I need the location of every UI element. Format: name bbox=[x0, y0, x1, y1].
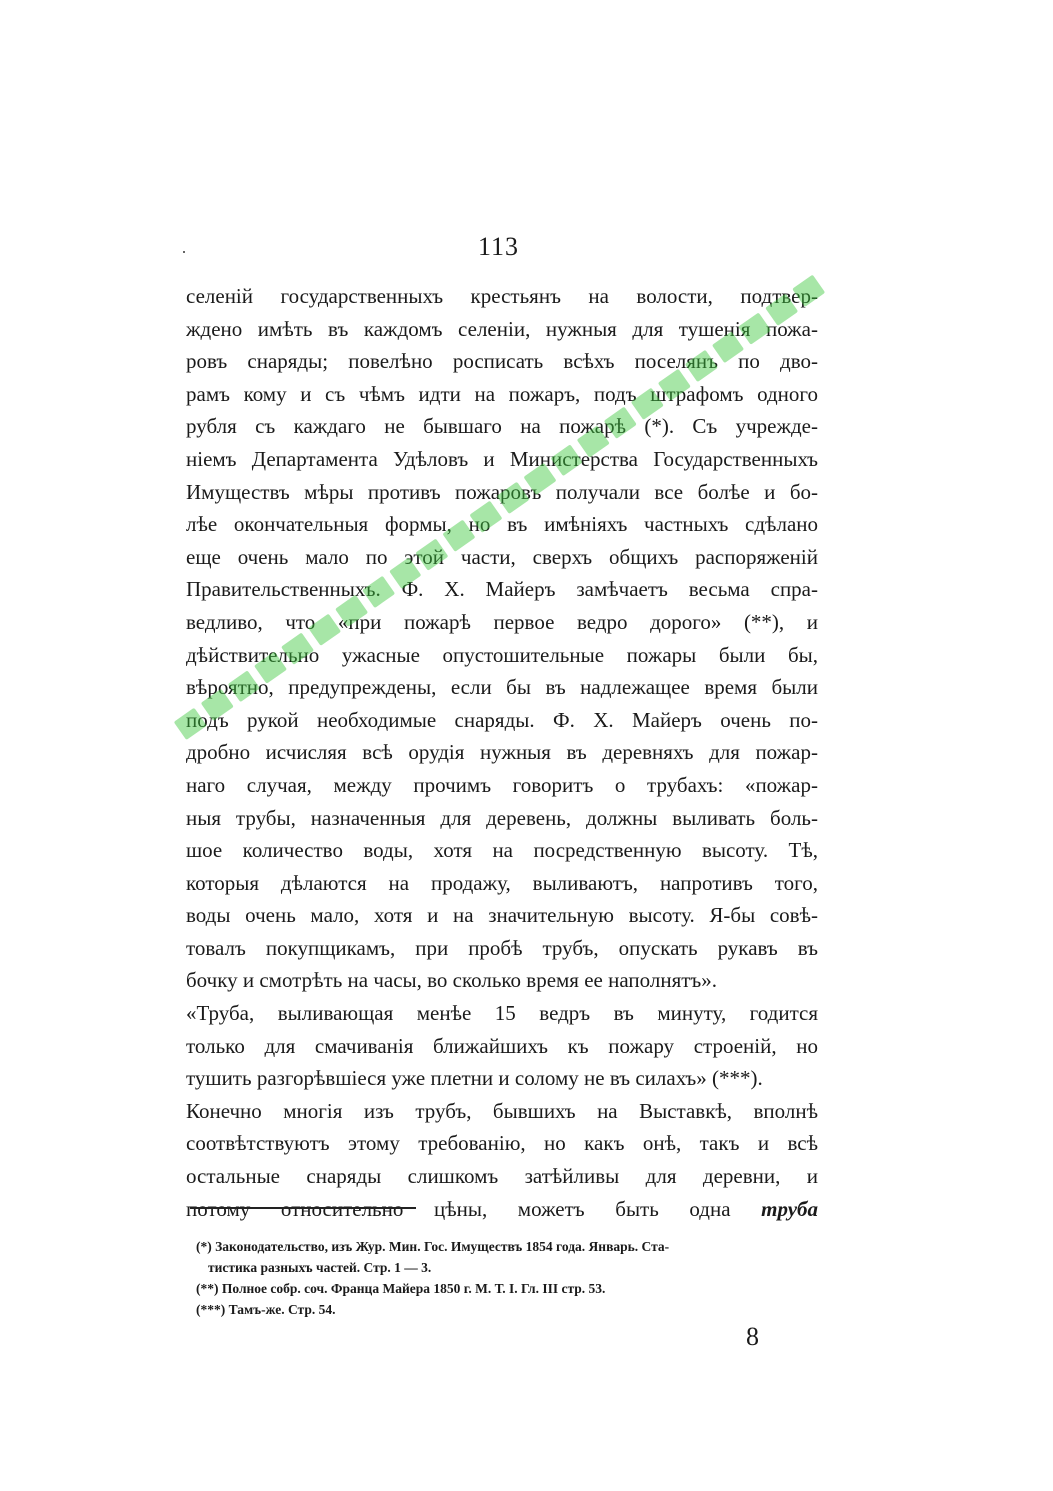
text-line: Имуществъ мѣры противъ пожаровъ получали все болѣе и бо- bbox=[186, 479, 818, 504]
text-line: ждено имѣть въ каждомъ селенiи, нужныя для тушенiя пожа- bbox=[186, 316, 818, 341]
text-line: Конечно многiя изъ трубъ, бывшихъ на Выставкѣ, вполнѣ bbox=[186, 1098, 818, 1123]
page-speck bbox=[183, 251, 185, 253]
text-line: селенiй государственныхъ крестьянъ на волости, подтвер- bbox=[186, 284, 818, 308]
text-line: вѣроятно, предупреждены, если бы въ надлежащее время были bbox=[186, 675, 818, 700]
text-line-content: потому относительно цѣны, можетъ быть одна bbox=[186, 1196, 731, 1221]
text-line: рамъ кому и съ чѣмъ идти на пожаръ, подъ штрафомъ одного bbox=[186, 381, 818, 406]
text-line: лѣе окончательныя формы, но въ имѣнiяхъ частныхъ сдѣлано bbox=[186, 512, 818, 537]
text-line: шое количество воды, хотя на посредственную высоту. Тѣ, bbox=[186, 838, 818, 863]
footnote-1: (*) Законодательство, изъ Жур. Мин. Гос. Имуществъ 1854 года. Январь. Ста- bbox=[196, 1239, 670, 1254]
text-line: наго случая, между прочимъ говоритъ о трубахъ: «пожар- bbox=[186, 772, 818, 797]
text-line: нiемъ Департамента Удѣловъ и Министерства Государственныхъ bbox=[186, 446, 818, 471]
text-line: ровъ снаряды; повелѣно росписать всѣхъ поселянъ по дво- bbox=[186, 349, 818, 374]
text-line: еще очень мало по этой части, сверхъ общихъ распоряженiй bbox=[186, 544, 818, 569]
signature-mark: 8 bbox=[746, 1322, 759, 1351]
text-line: товалъ покупщикамъ, при пробѣ трубъ, опускать рукавъ въ bbox=[186, 935, 818, 960]
text-line: бочку и смотрѣть на часы, во сколько время ее наполнятъ». bbox=[186, 968, 718, 993]
text-line: которыя дѣлаются на продажу, выливаютъ, напротивъ того, bbox=[186, 870, 818, 895]
footnote-rule bbox=[190, 1207, 416, 1209]
text-line: дробно исчисляя всѣ орудiя нужныя въ деревняхъ для пожар- bbox=[186, 740, 818, 765]
text-line: Правительственныхъ. Ф. Х. Майеръ замѣчаетъ весьма спра- bbox=[186, 577, 818, 602]
text-line: ныя трубы, назначенныя для деревень, должны выливать боль- bbox=[186, 805, 818, 830]
main-text bbox=[186, 280, 818, 1225]
text-line: остальные снаряды слишкомъ затѣйливы для деревни, и bbox=[186, 1164, 818, 1189]
text-line: воды очень мало, хотя и на значительную высоту. Я-бы совѣ- bbox=[186, 903, 818, 928]
footnotes bbox=[196, 1236, 796, 1320]
catchword: труба bbox=[761, 1196, 818, 1221]
text-line: дѣйствительно ужасные опустошительные пожары были бы, bbox=[186, 642, 818, 667]
text-line: «Труба, выливающая менѣе 15 ведръ въ минуту, годится bbox=[186, 1001, 818, 1026]
page-number: 113 bbox=[478, 232, 520, 261]
footnote-3: (***) Тамъ-же. Стр. 54. bbox=[196, 1302, 336, 1317]
text-line: тушить разгорѣвшiеся уже плетни и солому не въ силахъ» (***). bbox=[186, 1066, 763, 1091]
text-line: рубля съ каждаго не бывшаго на пожарѣ (*). Съ учрежде- bbox=[186, 414, 818, 439]
text-line: соотвѣтствуютъ этому требованiю, но какъ онѣ, такъ и всѣ bbox=[186, 1131, 818, 1156]
text-line: ведливо, что «при пожарѣ первое ведро дорого» (**), и bbox=[186, 609, 818, 634]
footnote-1-continued: тистика разныхъ частей. Стр. 1 — 3. bbox=[208, 1260, 432, 1275]
text-line: только для смачиванiя ближайшихъ къ пожару строенiй, но bbox=[186, 1033, 818, 1058]
text-line: подъ рукой необходимые снаряды. Ф. Х. Майеръ очень по- bbox=[186, 707, 818, 732]
footnote-2: (**) Полное собр. соч. Франца Майера 1850 г. М. Т. I. Гл. III стр. 53. bbox=[196, 1281, 606, 1296]
